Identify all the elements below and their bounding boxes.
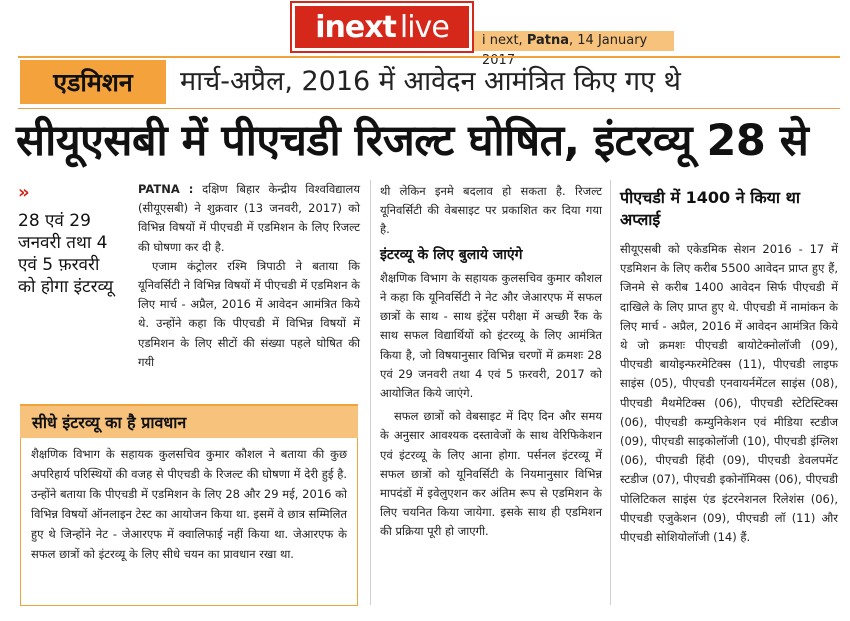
headline: सीयूएसबी में पीएचडी रिजल्ट घोषित, इंटरव्यू 28 से (16, 116, 809, 166)
column-divider (370, 180, 371, 605)
edition-dateline (474, 31, 674, 68)
article-column-2 (380, 182, 602, 542)
dateline-prefix: i next, (482, 33, 527, 48)
inext-live-logo (292, 3, 472, 51)
dateline-date: , 14 January 2017 (482, 33, 648, 68)
article-paragraph: थी लेकिन इनमे बदलाव हो सकता है. रिजल्ट यूनिवर्सिटी की वेबसाइट पर प्रकाशित कर दिया गया है. (380, 184, 602, 237)
inset-box-heading: सीधे इंटरव्यू का है प्रावधान (20, 404, 358, 438)
article-dateline: PATNA : (138, 182, 194, 196)
article-paragraph: सीयूएसबी को एकेडमिक सेशन 2016 - 17 में एडमिशन के लिए करीब 5500 आवेदन प्राप्त हुए हैं, जिनमे से करीब 1400 आवेदन सिर्फ पीएचडी में दाखिले के लिए प्राप्त हुए थे. पीएचडी में नामांकन के लिए मार्च - अप्रैल, 2016 में आवेदन आमंत्रित किये थे जो क्रमशः पीएचडी बायोटेक्नोलॉजी (09), पीएचडी बायोइन्फरमेटिक्स (11), पीएचडी लाइफ साइंस (05), पीएचडी एनवायर्नमेंटल साइंस (08), पीएचडी मैथमेटिक्स (06), पीएचडी स्टेटिस्टिक्स (06), पीएचडी कम्युनिकेशन एवं मीडिया स्टडीज (09), पीएचडी साइकोलॉजी (10), पीएचडी इंग्लिश (06), पीएचडी हिंदी (09), पीएचडी डेवलपमेंट स्टडीज (07), पीएचडी इकोनॉमिक्स (06), पीएचडी पोलिटिकल साइंस एंड इंटरनेशनल रिलेशंस (06), पीएचडी एजुकेशन (09), पीएचडी लॉ (11) और पीएचडी सोशियोलॉजी (14) हैं. (620, 242, 838, 545)
column-3-heading: पीएचडी में 1400 ने किया था अप्लाई (620, 188, 800, 229)
chevron-right-icon: » (18, 182, 30, 203)
article-paragraph: एजाम कंट्रोलर रश्मि त्रिपाठी ने बताया कि यूनिवर्सिटी ने विभिन्न विषयों में पीएचडी में एडमिशन के लिए मार्च - अप्रैल, 2016 में आवेदन आमंत्रित किये थे. उन्होंने कहा कि पीएचडी में विभिन्न विषयों में एडमिशन के लिए सीटों की संख्या पहले घोषित की गयी (138, 258, 360, 369)
article-column-1 (138, 180, 360, 372)
sidebar-highlight: 28 एवं 29 जनवरी तथा 4 एवं 5 फ़रवरी को होगा इंटरव्यू (18, 211, 114, 297)
article-paragraph: सफल छात्रों को वेबसाइट में दिए दिन और समय के अनुसार आवश्यक दस्तावेजों के साथ वेरिफिकेशन एवं इंटरव्यू के लिए आना होगा. पर्सनल इंटरव्यू में सफल छात्रों को यूनिवर्सिटी के नियमानुसार विभिन्न मापदंडों में इवेलुएशन कर अंतिम रूप से एडमिशन के लिए चयनित किया जायेगा. इसके साथ ही एडमिशन की प्रक्रिया पूरी हो जाएगी. (380, 409, 602, 539)
kicker-text: मार्च-अप्रैल, 2016 में आवेदन आमंत्रित किए गए थे (180, 66, 681, 97)
paragraph-text: दक्षिण बिहार केन्द्रीय विश्वविद्यालय (सीयूएसबी) ने शुक्रवार (13 जनवरी, 2017) को विभिन्न विषयों में पीएचडी में एडमिशन के लिए रिजल्ट की घोषणा कर दी है. (138, 182, 360, 254)
logo-main: inext (315, 9, 396, 45)
article-subheading: इंटरव्यू के लिए बुलाये जाएंगे (380, 246, 523, 263)
article-paragraph: शैक्षणिक विभाग के सहायक कुलसचिव कुमार कौशल ने कहा कि यूनिवर्सिटी ने नेट और जेआरएफ में सफल छात्रों के साथ - साथ इंट्रेंस परीक्षा में अच्छी रैंक के साथ सफल विद्यार्थियों को इंटरव्यू के लिए आमंत्रित किया है, जो विषयानुसार विभिन्न चरणों में क्रमशः 28 एवं 29 जनवरी तथा 4 एवं 5 फ़रवरी, 2017 को आयोजित किये जाएंगे. (380, 270, 602, 401)
inset-box-body: शैक्षणिक विभाग के सहायक कुलसचिव कुमार कौशल ने बताया की कुछ अपरिहार्य परिस्थियों की वजह से पीएचडी के रिजल्ट की घोषणा में देरी हुई है. उन्होंने बताया कि पीएचडी में एडमिशन के लिए 28 और 29 मई, 2016 को विभिन्न विषयों ऑनलाइन टेस्ट का आयोजन किया था. इसमें वे छात्र सम्मिलित हुए थे जिन्होंने नेट - जेआरएफ में क्वालिफाई नहीं किया था. जेआरएफ के सफल छात्रों को इंटरव्यू के लिए सीधे चयन का प्रावधान रखा था. (20, 438, 358, 606)
column-divider (610, 180, 611, 605)
article-paragraph (138, 180, 360, 257)
dateline-city: Patna (526, 33, 570, 48)
logo-live: live (399, 9, 449, 45)
kicker-label: एडमिशन (20, 60, 166, 104)
article-column-3 (620, 240, 838, 547)
